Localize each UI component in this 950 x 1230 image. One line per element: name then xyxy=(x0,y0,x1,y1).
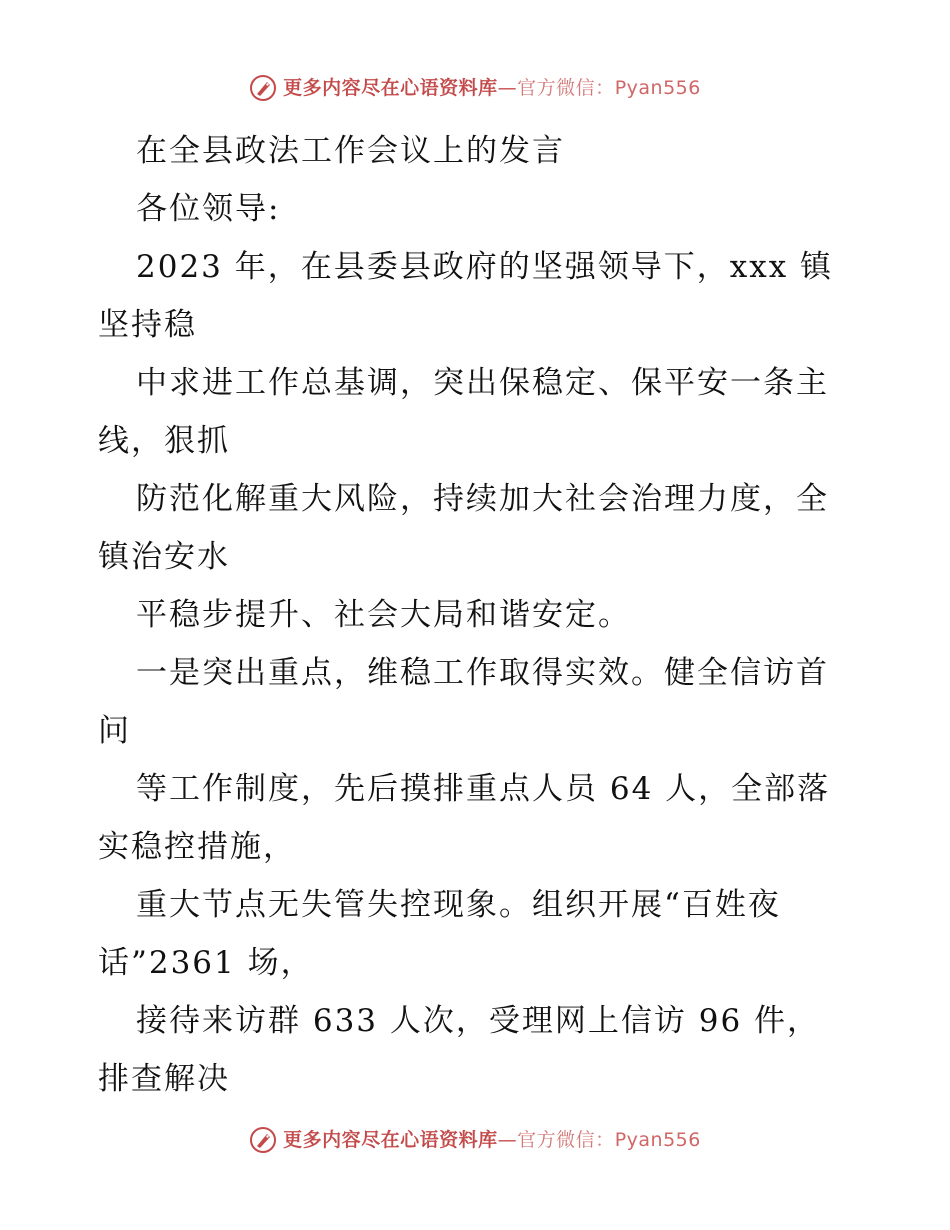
text-line: 重大节点无失管失控现象。组织开展“百姓夜 xyxy=(136,887,781,923)
text-line: 等工作制度，先后摸排重点人员 64 人，全部落 xyxy=(136,771,831,807)
text-line: 平稳步提升、社会大局和谐安定。 xyxy=(136,597,631,633)
text-line: 2023 年，在县委县政府的坚强领导下，xxx 镇 xyxy=(136,249,834,285)
banner-wechat-id: Pyan556 xyxy=(614,1129,701,1151)
header-banner xyxy=(0,74,950,102)
text-line: 线，狠抓 xyxy=(98,423,230,459)
text-line: 一是突出重点，维稳工作取得实效。健全信访首 xyxy=(136,655,829,691)
banner-brand: 更多内容尽在心语资料库 xyxy=(283,77,498,99)
pen-nib-logo-icon xyxy=(249,74,277,102)
document-title: 在全县政法工作会议上的发言 xyxy=(136,133,565,169)
banner-wechat-id: Pyan556 xyxy=(614,77,701,99)
footer-banner xyxy=(0,1126,950,1154)
text-line: 防范化解重大风险，持续加大社会治理力度，全 xyxy=(136,481,829,517)
salutation: 各位领导: xyxy=(136,191,281,227)
pen-nib-logo-icon xyxy=(249,1126,277,1154)
text-line: 坚持稳 xyxy=(98,307,197,343)
text-line: 中求进工作总基调，突出保稳定、保平安一条主 xyxy=(136,365,829,401)
banner-brand: 更多内容尽在心语资料库 xyxy=(283,1129,498,1151)
text-line: 实稳控措施， xyxy=(98,829,296,865)
banner-wechat-label: 官方微信： xyxy=(517,1129,615,1151)
document-body xyxy=(98,122,858,1108)
banner-separator: — xyxy=(497,1129,518,1151)
text-line: 镇治安水 xyxy=(98,539,230,575)
text-line: 话”2361 场， xyxy=(98,945,314,981)
banner-separator: — xyxy=(497,77,518,99)
text-line: 问 xyxy=(98,713,131,749)
banner-wechat-label: 官方微信： xyxy=(517,77,615,99)
text-line: 排查解决 xyxy=(98,1061,230,1097)
text-line: 接待来访群 633 人次，受理网上信访 96 件， xyxy=(136,1003,821,1039)
